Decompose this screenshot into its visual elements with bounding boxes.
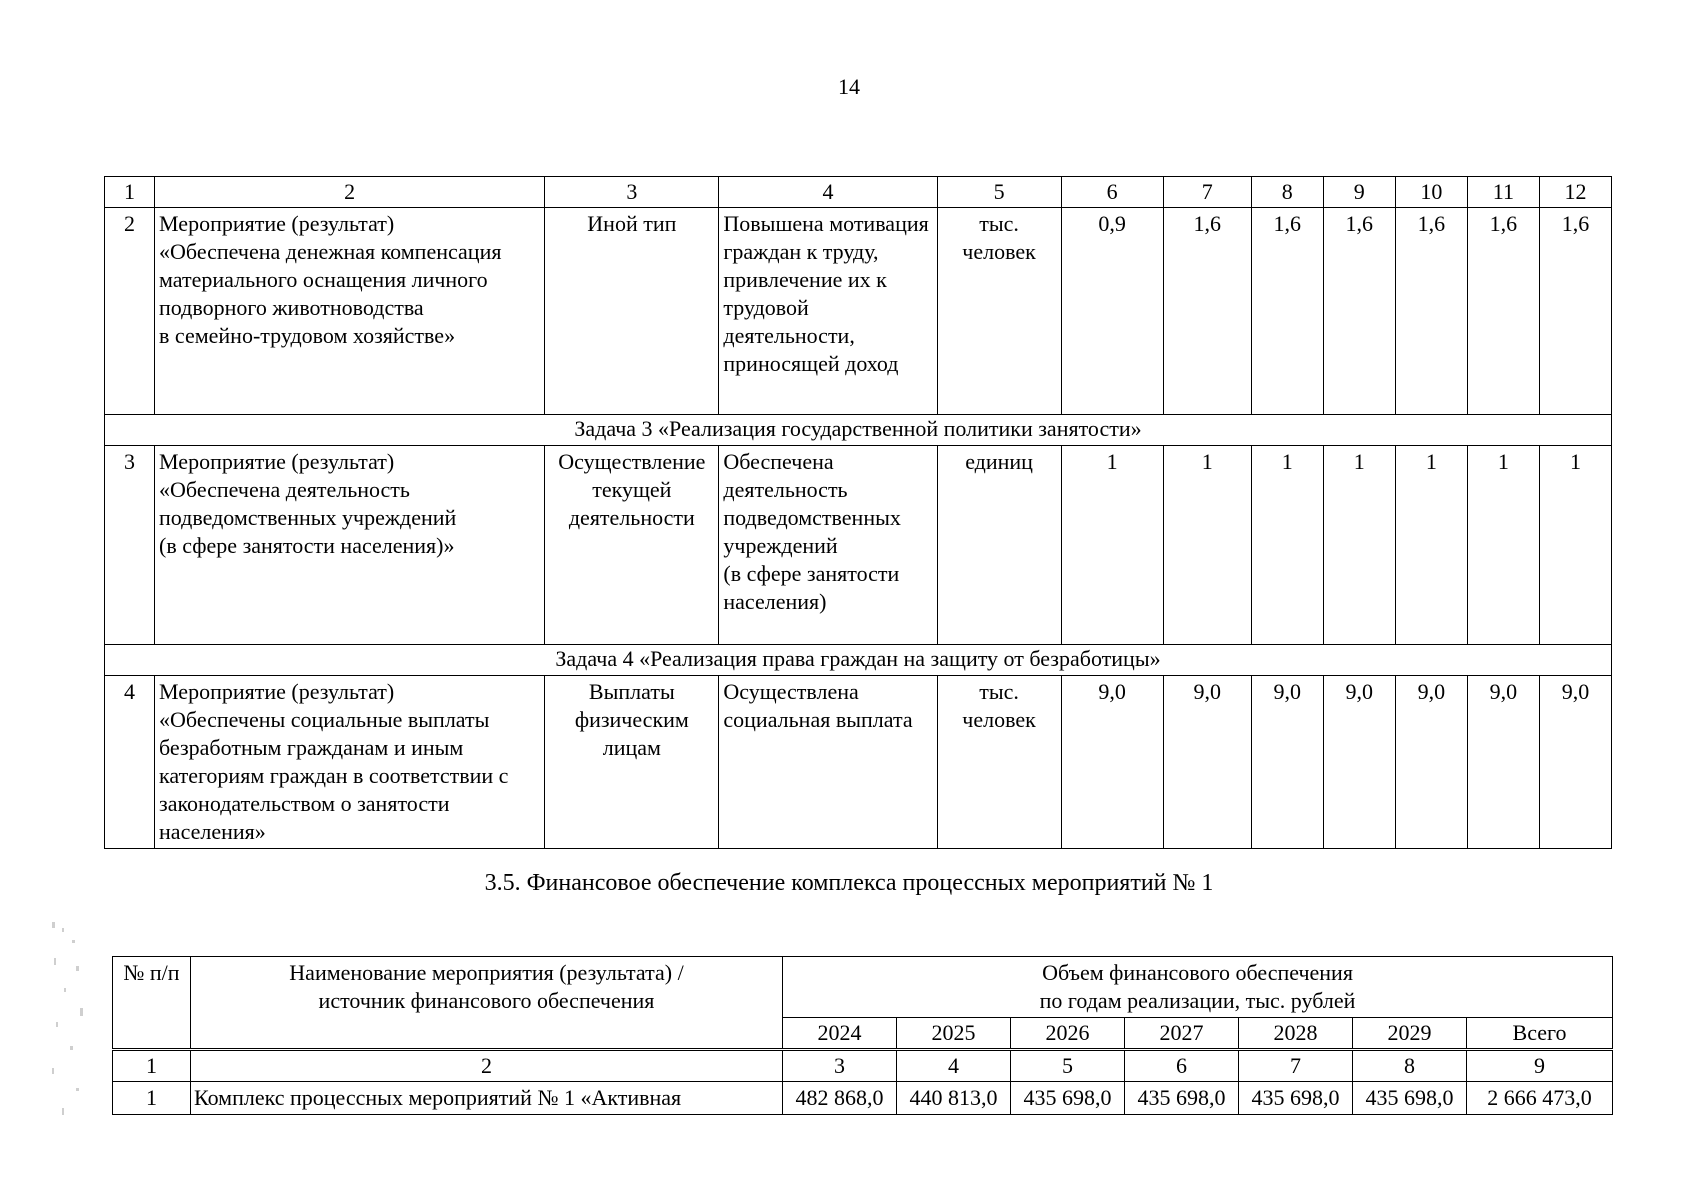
amount-cell: 440 813,0 — [897, 1082, 1011, 1115]
unit: единиц — [937, 446, 1061, 645]
column-numbers-row — [113, 1050, 1613, 1082]
unit: тыс. человек — [937, 676, 1061, 849]
column-header-number: № п/п — [113, 957, 191, 1050]
header-cell: 5 — [937, 177, 1061, 208]
value-cell: 9,0 — [1251, 676, 1323, 849]
task-title: Задача 3 «Реализация государственной политики занятости» — [105, 415, 1612, 446]
row-number: 4 — [105, 676, 155, 849]
section-title: 3.5. Финансовое обеспечение комплекса процессных мероприятий № 1 — [484, 870, 1214, 896]
header-cell: 6 — [1061, 177, 1163, 208]
year-header: 2024 — [783, 1018, 897, 1050]
column-header-name: Наименование мероприятия (результата) / источник финансового обеспечения — [191, 957, 783, 1050]
value-cell: 0,9 — [1061, 208, 1163, 415]
value-cell: 1 — [1395, 446, 1467, 645]
activity-name: Мероприятие (результат) «Обеспечена деятельность подведомственных учреждений (в сфере занятости населения)» — [155, 446, 545, 645]
header-cell: 3 — [545, 177, 719, 208]
value-cell: 9,0 — [1061, 676, 1163, 849]
value-cell: 1,6 — [1467, 208, 1539, 415]
amount-cell: 435 698,0 — [1011, 1082, 1125, 1115]
header-cell: 7 — [1239, 1050, 1353, 1082]
value-cell: 1,6 — [1163, 208, 1251, 415]
column-header-volume: Объем финансового обеспечения по годам реализации, тыс. рублей — [783, 957, 1613, 1018]
year-header: 2026 — [1011, 1018, 1125, 1050]
activity-type: Выплаты физическим лицам — [545, 676, 719, 849]
header-cell: 10 — [1395, 177, 1467, 208]
total-header: Всего — [1467, 1018, 1613, 1050]
table-header-row — [113, 957, 1613, 1018]
row-number: 2 — [105, 208, 155, 415]
table-row — [105, 446, 1612, 645]
value-cell: 1 — [1467, 446, 1539, 645]
value-cell: 1 — [1323, 446, 1395, 645]
activity-type: Осуществление текущей деятельности — [545, 446, 719, 645]
header-cell: 1 — [113, 1050, 191, 1082]
table-row — [113, 1082, 1613, 1115]
value-cell: 1 — [1163, 446, 1251, 645]
activity-characteristic: Обеспечена деятельность подведомственных учреждений (в сфере занятости населения) — [719, 446, 937, 645]
amount-cell: 435 698,0 — [1239, 1082, 1353, 1115]
value-cell: 1 — [1251, 446, 1323, 645]
table-row — [105, 676, 1612, 849]
year-header: 2028 — [1239, 1018, 1353, 1050]
amount-cell: 482 868,0 — [783, 1082, 897, 1115]
header-cell: 4 — [719, 177, 937, 208]
activity-characteristic: Повышена мотивация граждан к труду, привлечение их к трудовой деятельности, приносящей доход — [719, 208, 937, 415]
header-cell: 11 — [1467, 177, 1539, 208]
value-cell: 9,0 — [1467, 676, 1539, 849]
value-cell: 1,6 — [1395, 208, 1467, 415]
task-title: Задача 4 «Реализация права граждан на защиту от безработицы» — [105, 645, 1612, 676]
header-cell: 3 — [783, 1050, 897, 1082]
header-cell: 2 — [155, 177, 545, 208]
header-cell: 2 — [191, 1050, 783, 1082]
year-header: 2029 — [1353, 1018, 1467, 1050]
value-cell: 9,0 — [1323, 676, 1395, 849]
header-cell: 1 — [105, 177, 155, 208]
scan-artifact — [46, 918, 92, 1128]
header-cell: 8 — [1353, 1050, 1467, 1082]
value-cell: 1,6 — [1539, 208, 1611, 415]
value-cell: 9,0 — [1539, 676, 1611, 849]
unit: тыс. человек — [937, 208, 1061, 415]
amount-cell: 435 698,0 — [1125, 1082, 1239, 1115]
header-cell: 8 — [1251, 177, 1323, 208]
header-cell: 7 — [1163, 177, 1251, 208]
table-row — [105, 208, 1612, 415]
value-cell: 1,6 — [1323, 208, 1395, 415]
activity-type: Иной тип — [545, 208, 719, 415]
financing-table — [112, 956, 1613, 1115]
task-row — [105, 415, 1612, 446]
activity-name: Мероприятие (результат) «Обеспечены социальные выплаты безработным гражданам и иным категориям граждан в соответствии с законодательством о занятости населения» — [155, 676, 545, 849]
activity-characteristic: Осуществлена социальная выплата — [719, 676, 937, 849]
year-header: 2027 — [1125, 1018, 1239, 1050]
value-cell: 9,0 — [1395, 676, 1467, 849]
header-cell: 9 — [1467, 1050, 1613, 1082]
value-cell: 9,0 — [1163, 676, 1251, 849]
header-cell: 6 — [1125, 1050, 1239, 1082]
header-cell: 12 — [1539, 177, 1611, 208]
header-cell: 9 — [1323, 177, 1395, 208]
table-header-row — [105, 177, 1612, 208]
activity-name: Комплекс процессных мероприятий № 1 «Активная — [191, 1082, 783, 1115]
header-cell: 5 — [1011, 1050, 1125, 1082]
row-number: 3 — [105, 446, 155, 645]
task-row — [105, 645, 1612, 676]
amount-cell: 435 698,0 — [1353, 1082, 1467, 1115]
value-cell: 1 — [1539, 446, 1611, 645]
row-number: 1 — [113, 1082, 191, 1115]
value-cell: 1 — [1061, 446, 1163, 645]
activity-name: Мероприятие (результат) «Обеспечена денежная компенсация материального оснащения личного подворного животноводства в семейно-трудовом хозяйстве» — [155, 208, 545, 415]
value-cell: 1,6 — [1251, 208, 1323, 415]
year-header: 2025 — [897, 1018, 1011, 1050]
header-cell: 4 — [897, 1050, 1011, 1082]
page-number: 14 — [838, 74, 860, 99]
indicators-table — [104, 176, 1612, 849]
total-cell: 2 666 473,0 — [1467, 1082, 1613, 1115]
